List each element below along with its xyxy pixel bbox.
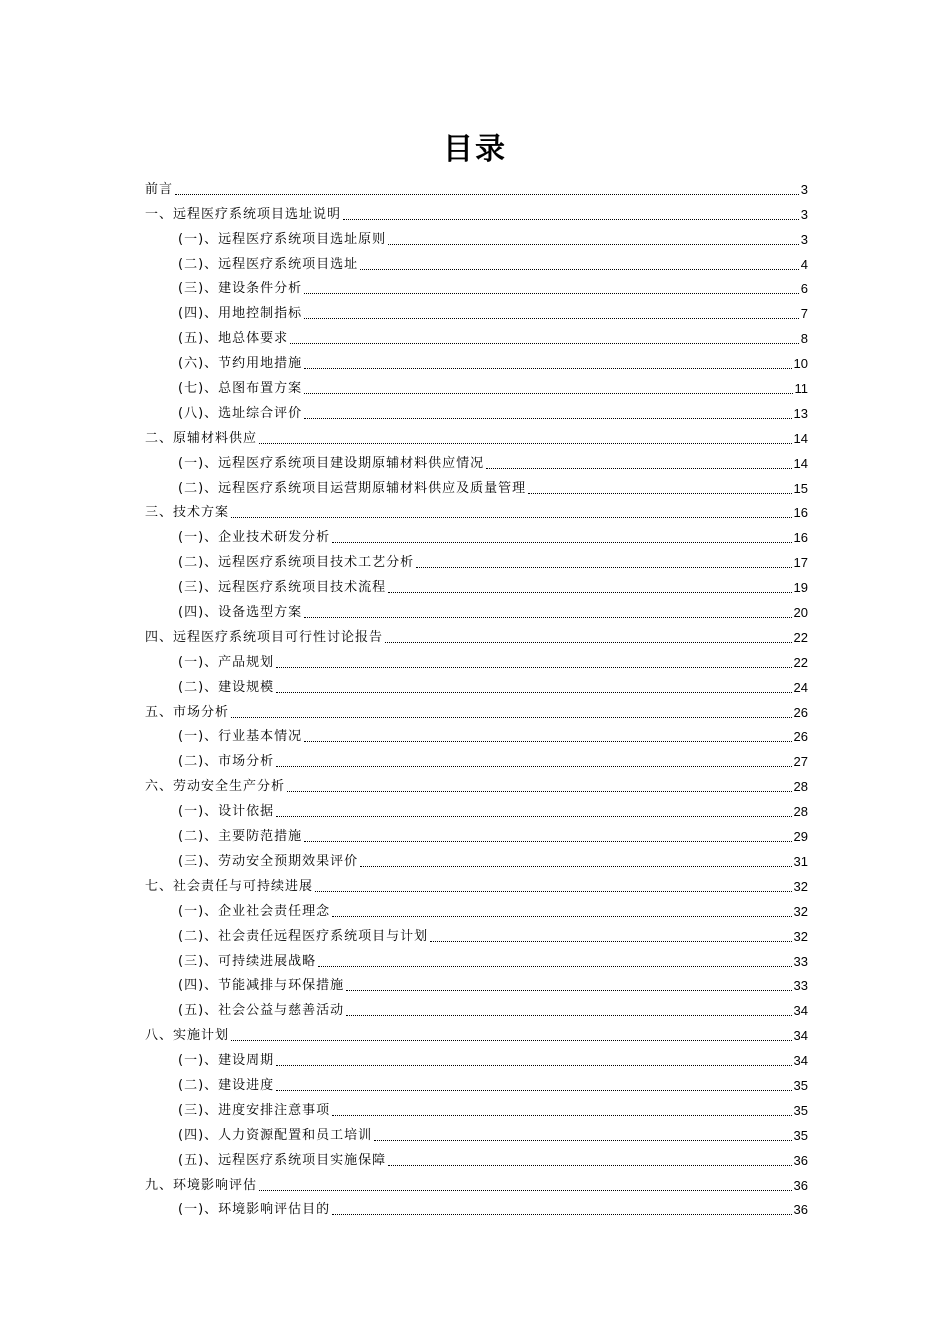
dot-leader bbox=[290, 342, 799, 344]
toc-entry[interactable] bbox=[145, 597, 808, 622]
toc-entry[interactable] bbox=[145, 821, 808, 846]
toc-entry[interactable] bbox=[145, 274, 808, 299]
toc-entry[interactable] bbox=[145, 323, 808, 348]
toc-entry-text: (七)、总图布置方案 bbox=[178, 381, 303, 397]
toc-entry-page-number: 8 bbox=[800, 331, 808, 347]
toc-entry[interactable] bbox=[145, 398, 808, 423]
toc-entry[interactable] bbox=[145, 249, 808, 274]
toc-entry-text: 二、原辅材料供应 bbox=[145, 430, 258, 446]
toc-entry-text: 五、市场分析 bbox=[145, 704, 230, 720]
toc-entry-page-number: 32 bbox=[793, 903, 808, 919]
toc-entry-page-number: 31 bbox=[793, 853, 808, 869]
toc-entry[interactable] bbox=[145, 1070, 808, 1095]
toc-entry-text: (二)、远程医疗系统项目运营期原辅材料供应及质量管理 bbox=[178, 480, 527, 496]
toc-entry-text: 四、远程医疗系统项目可行性讨论报告 bbox=[145, 629, 384, 645]
table-of-contents bbox=[145, 174, 808, 1219]
toc-entry[interactable] bbox=[145, 224, 808, 249]
dot-leader bbox=[304, 392, 792, 394]
toc-entry-page-number: 16 bbox=[793, 530, 808, 546]
dot-leader bbox=[332, 1114, 791, 1116]
toc-entry[interactable] bbox=[145, 174, 808, 199]
toc-entry-page-number: 27 bbox=[793, 754, 808, 770]
toc-entry-page-number: 26 bbox=[793, 704, 808, 720]
dot-leader bbox=[360, 268, 799, 270]
toc-entry-text: (五)、社会公益与慈善活动 bbox=[178, 1003, 345, 1019]
toc-entry[interactable] bbox=[145, 647, 808, 672]
toc-entry-text: (一)、企业社会责任理念 bbox=[178, 903, 331, 919]
toc-entry[interactable] bbox=[145, 921, 808, 946]
dot-leader bbox=[304, 292, 799, 294]
toc-entry-page-number: 6 bbox=[800, 281, 808, 297]
toc-entry-page-number: 24 bbox=[793, 679, 808, 695]
toc-entry[interactable] bbox=[145, 672, 808, 697]
dot-leader bbox=[346, 989, 791, 991]
toc-entry-text: 前言 bbox=[145, 181, 174, 197]
toc-entry[interactable] bbox=[145, 498, 808, 523]
dot-leader bbox=[343, 218, 799, 220]
toc-entry-page-number: 17 bbox=[793, 555, 808, 571]
toc-entry-page-number: 33 bbox=[793, 978, 808, 994]
toc-entry[interactable] bbox=[145, 1095, 808, 1120]
toc-entry[interactable] bbox=[145, 722, 808, 747]
dot-leader bbox=[304, 417, 791, 419]
toc-entry-page-number: 35 bbox=[793, 1077, 808, 1093]
toc-entry[interactable] bbox=[145, 1170, 808, 1195]
toc-entry-page-number: 16 bbox=[793, 505, 808, 521]
dot-leader bbox=[528, 492, 791, 494]
toc-entry-text: (二)、社会责任远程医疗系统项目与计划 bbox=[178, 928, 429, 944]
toc-entry-page-number: 15 bbox=[793, 480, 808, 496]
toc-entry[interactable] bbox=[145, 522, 808, 547]
dot-leader bbox=[231, 716, 792, 718]
toc-entry-text: (一)、设计依据 bbox=[178, 804, 275, 820]
toc-entry-page-number: 14 bbox=[793, 455, 808, 471]
toc-entry-text: (二)、远程医疗系统项目选址 bbox=[178, 256, 359, 272]
toc-entry-page-number: 22 bbox=[793, 629, 808, 645]
dot-leader bbox=[304, 616, 791, 618]
dot-leader bbox=[259, 1189, 792, 1191]
toc-entry-page-number: 29 bbox=[793, 829, 808, 845]
toc-entry-page-number: 36 bbox=[793, 1202, 808, 1218]
dot-leader bbox=[346, 1014, 791, 1016]
toc-entry-text: (一)、建设周期 bbox=[178, 1053, 275, 1069]
toc-entry-page-number: 35 bbox=[793, 1127, 808, 1143]
toc-entry-text: (四)、用地控制指标 bbox=[178, 306, 303, 322]
toc-entry[interactable] bbox=[145, 1120, 808, 1145]
toc-entry-text: (一)、环境影响评估目的 bbox=[178, 1202, 331, 1218]
toc-entry-page-number: 10 bbox=[793, 356, 808, 372]
toc-entry-text: (二)、建设进度 bbox=[178, 1077, 275, 1093]
toc-entry-text: (八)、选址综合评价 bbox=[178, 405, 303, 421]
toc-entry-text: (三)、劳动安全预期效果评价 bbox=[178, 853, 359, 869]
toc-entry[interactable] bbox=[145, 199, 808, 224]
dot-leader bbox=[276, 691, 791, 693]
dot-leader bbox=[388, 1164, 791, 1166]
toc-entry[interactable] bbox=[145, 971, 808, 996]
toc-entry[interactable] bbox=[145, 423, 808, 448]
toc-entry[interactable] bbox=[145, 1145, 808, 1170]
toc-entry-text: 七、社会责任与可持续进展 bbox=[145, 878, 314, 894]
toc-entry-text: (三)、进度安排注意事项 bbox=[178, 1102, 331, 1118]
dot-leader bbox=[360, 865, 791, 867]
dot-leader bbox=[332, 915, 791, 917]
toc-entry-text: (二)、建设规模 bbox=[178, 679, 275, 695]
toc-entry-text: 九、环境影响评估 bbox=[145, 1177, 258, 1193]
toc-entry[interactable] bbox=[145, 348, 808, 373]
toc-entry[interactable] bbox=[145, 746, 808, 771]
toc-entry-text: (一)、行业基本情况 bbox=[178, 729, 303, 745]
dot-leader bbox=[416, 566, 791, 568]
dot-leader bbox=[388, 591, 791, 593]
toc-entry-text: (二)、市场分析 bbox=[178, 754, 275, 770]
toc-entry-text: (四)、设备选型方案 bbox=[178, 605, 303, 621]
dot-leader bbox=[388, 243, 799, 245]
toc-title: 目录 bbox=[443, 132, 507, 167]
toc-entry-text: (五)、地总体要求 bbox=[178, 331, 289, 347]
toc-entry-text: (三)、可持续进展战略 bbox=[178, 953, 317, 969]
dot-leader bbox=[332, 1213, 791, 1215]
toc-entry-page-number: 36 bbox=[793, 1177, 808, 1193]
toc-entry-text: (三)、建设条件分析 bbox=[178, 281, 303, 297]
toc-entry-page-number: 32 bbox=[793, 928, 808, 944]
toc-entry[interactable] bbox=[145, 373, 808, 398]
toc-entry-text: 三、技术方案 bbox=[145, 505, 230, 521]
toc-entry[interactable] bbox=[145, 1195, 808, 1220]
toc-entry-page-number: 3 bbox=[800, 181, 808, 197]
toc-entry[interactable] bbox=[145, 473, 808, 498]
dot-leader bbox=[276, 1064, 791, 1066]
dot-leader bbox=[430, 940, 791, 942]
dot-leader bbox=[175, 193, 799, 195]
dot-leader bbox=[304, 317, 799, 319]
toc-entry[interactable] bbox=[145, 946, 808, 971]
toc-entry-page-number: 19 bbox=[793, 580, 808, 596]
toc-entry-page-number: 34 bbox=[793, 1028, 808, 1044]
toc-entry-page-number: 7 bbox=[800, 306, 808, 322]
dot-leader bbox=[276, 1089, 791, 1091]
toc-entry[interactable] bbox=[145, 846, 808, 871]
toc-entry-page-number: 28 bbox=[793, 804, 808, 820]
dot-leader bbox=[385, 641, 792, 643]
toc-entry-page-number: 14 bbox=[793, 430, 808, 446]
toc-entry-page-number: 22 bbox=[793, 654, 808, 670]
dot-leader bbox=[332, 541, 791, 543]
dot-leader bbox=[259, 442, 792, 444]
toc-entry-page-number: 33 bbox=[793, 953, 808, 969]
toc-entry-text: (二)、远程医疗系统项目技术工艺分析 bbox=[178, 555, 415, 571]
toc-entry-text: 一、远程医疗系统项目选址说明 bbox=[145, 206, 342, 222]
dot-leader bbox=[231, 1039, 792, 1041]
toc-entry-page-number: 32 bbox=[793, 878, 808, 894]
toc-entry-text: 六、劳动安全生产分析 bbox=[145, 779, 286, 795]
toc-entry-page-number: 3 bbox=[800, 206, 808, 222]
toc-entry-text: 八、实施计划 bbox=[145, 1028, 230, 1044]
dot-leader bbox=[276, 815, 791, 817]
toc-entry[interactable] bbox=[145, 1020, 808, 1045]
toc-entry-page-number: 34 bbox=[793, 1003, 808, 1019]
toc-entry-text: (一)、企业技术研发分析 bbox=[178, 530, 331, 546]
toc-entry[interactable] bbox=[145, 1045, 808, 1070]
dot-leader bbox=[276, 666, 791, 668]
dot-leader bbox=[486, 467, 791, 469]
toc-entry-page-number: 11 bbox=[794, 381, 808, 397]
toc-entry-text: (六)、节约用地措施 bbox=[178, 356, 303, 372]
toc-entry[interactable] bbox=[145, 796, 808, 821]
dot-leader bbox=[304, 840, 791, 842]
toc-entry[interactable] bbox=[145, 298, 808, 323]
toc-entry-text: (一)、远程医疗系统项目建设期原辅材料供应情况 bbox=[178, 455, 485, 471]
toc-entry[interactable] bbox=[145, 448, 808, 473]
toc-entry-text: (三)、远程医疗系统项目技术流程 bbox=[178, 580, 387, 596]
toc-entry-text: (二)、主要防范措施 bbox=[178, 829, 303, 845]
dot-leader bbox=[287, 790, 792, 792]
toc-entry[interactable] bbox=[145, 622, 808, 647]
toc-entry[interactable] bbox=[145, 697, 808, 722]
toc-entry-text: (四)、人力资源配置和员工培训 bbox=[178, 1127, 373, 1143]
toc-entry[interactable] bbox=[145, 572, 808, 597]
dot-leader bbox=[276, 765, 791, 767]
toc-entry-text: (一)、远程医疗系统项目选址原则 bbox=[178, 231, 387, 247]
toc-entry[interactable] bbox=[145, 871, 808, 896]
dot-leader bbox=[318, 965, 791, 967]
toc-entry-page-number: 34 bbox=[793, 1053, 808, 1069]
dot-leader bbox=[374, 1139, 791, 1141]
toc-entry[interactable] bbox=[145, 995, 808, 1020]
toc-entry[interactable] bbox=[145, 547, 808, 572]
dot-leader bbox=[304, 740, 791, 742]
toc-entry[interactable] bbox=[145, 771, 808, 796]
toc-entry-page-number: 26 bbox=[793, 729, 808, 745]
toc-entry-page-number: 4 bbox=[800, 256, 808, 272]
toc-entry-text: (四)、节能减排与环保措施 bbox=[178, 978, 345, 994]
toc-entry-text: (一)、产品规划 bbox=[178, 654, 275, 670]
dot-leader bbox=[315, 890, 792, 892]
dot-leader bbox=[231, 516, 792, 518]
toc-entry-page-number: 20 bbox=[793, 605, 808, 621]
toc-entry-page-number: 3 bbox=[800, 231, 808, 247]
toc-entry-text: (五)、远程医疗系统项目实施保障 bbox=[178, 1152, 387, 1168]
toc-entry-page-number: 35 bbox=[793, 1102, 808, 1118]
toc-entry[interactable] bbox=[145, 896, 808, 921]
toc-entry-page-number: 36 bbox=[793, 1152, 808, 1168]
toc-entry-page-number: 13 bbox=[793, 405, 808, 421]
toc-entry-page-number: 28 bbox=[793, 779, 808, 795]
dot-leader bbox=[304, 367, 791, 369]
